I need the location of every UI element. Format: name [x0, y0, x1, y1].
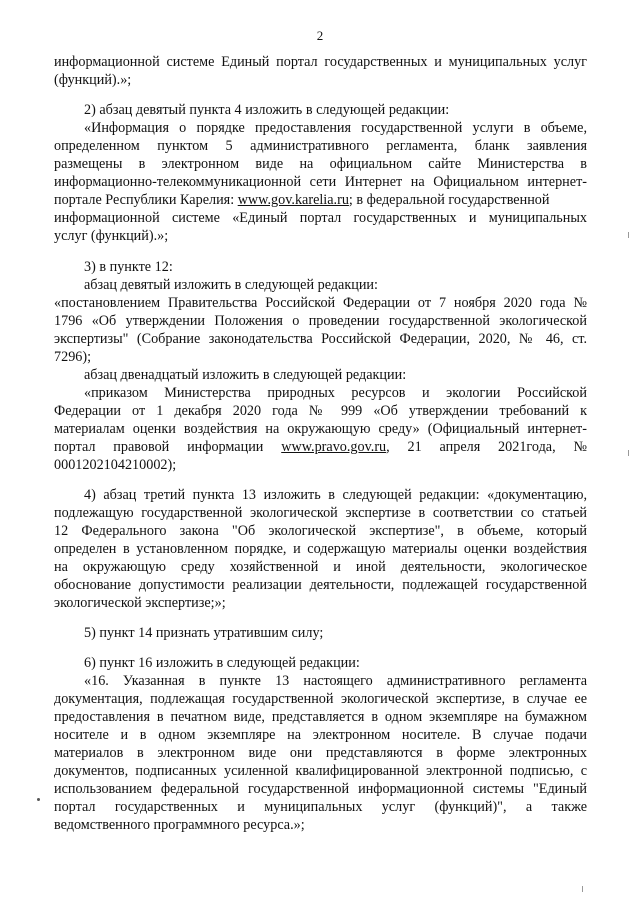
- text-line: 0001202104210002);: [54, 457, 177, 473]
- page-number: 2: [316, 28, 324, 43]
- scan-mark: [628, 232, 629, 238]
- scan-speck: [37, 798, 40, 801]
- text-line: 2) абзац девятый пункта 4 изложить в следующей редакции:: [84, 102, 450, 118]
- text-line: документация, подлежащая государственной экологической экспертизе, в случае ее: [54, 691, 587, 707]
- text-line: [54, 438, 587, 456]
- pravo-gov-link[interactable]: www.pravo.gov.ru: [281, 439, 387, 455]
- scan-mark: [628, 450, 629, 456]
- text-line: обоснование допустимости реализации деятельности, подлежащей государственной: [54, 577, 587, 593]
- text-line: [54, 191, 587, 209]
- text-line: подлежащую государственной экологической экспертизе в соответствии со статьей: [54, 505, 587, 521]
- text-line: носителе и в одном экземпляре на электронном носителе. В случае подачи: [54, 727, 587, 743]
- text-span: ; в федеральной государственной: [348, 192, 550, 208]
- text-line: услуг (функций).»;: [54, 228, 169, 244]
- text-line: экспертизы" (Собрание законодательства Российской Федерации, 2020, № 46, ст.: [54, 331, 587, 347]
- text-line: определенном пунктом 5 административного регламента, бланк заявления: [54, 138, 587, 154]
- text-line: абзац девятый изложить в следующей редакции:: [84, 277, 378, 293]
- text-line: информационной системе Единый портал государственных и муниципальных услуг: [54, 54, 587, 70]
- text-line: на окружающую среду хозяйственной и иной деятельности, экологическое: [54, 559, 587, 575]
- text-line: 12 Федерального закона "Об экологической экспертизе", в объеме, который: [54, 523, 587, 539]
- text-line: использованием федеральной государственной информационной системы "Единый: [54, 781, 587, 797]
- text-line: материалов в электронном виде они представляются в форме электронных: [54, 745, 587, 761]
- text-line: «16. Указанная в пункте 13 настоящего административного регламента: [84, 673, 587, 689]
- text-line: портал государственных и муниципальных услуг (функций)", а также: [54, 799, 587, 815]
- text-line: 4) абзац третий пункта 13 изложить в следующей редакции: «документацию,: [84, 487, 587, 503]
- text-line: абзац двенадцатый изложить в следующей редакции:: [84, 367, 407, 383]
- text-line: размещены в электронном виде на официальном сайте Министерства в: [54, 156, 587, 172]
- text-line: 6) пункт 16 изложить в следующей редакции:: [84, 655, 360, 671]
- text-line: 3) в пункте 12:: [84, 259, 173, 275]
- text-line: предоставления в печатном виде, представляется в одном экземпляре на бумажном: [54, 709, 587, 725]
- text-line: экологической экспертизе;»;: [54, 595, 226, 611]
- text-line: определен в установленном порядке, и содержащую материалы оценки воздействия: [54, 541, 587, 557]
- text-line: «приказом Министерства природных ресурсов и экологии Российской: [84, 385, 587, 401]
- gov-karelia-link[interactable]: www.gov.karelia.ru: [237, 192, 349, 208]
- text-line: 7296);: [54, 349, 92, 365]
- text-line: 1796 «Об утверждении Положения о проведении государственной экологической: [54, 313, 587, 329]
- text-line: материалам оценки воздействия на окружающую среду» (Официальный интернет-: [54, 421, 587, 437]
- text-line: Федерации от 1 декабря 2020 года № 999 «Об утверждении требований к: [54, 403, 587, 419]
- text-line: информационно-телекоммуникационной сети Интернет на Официальном интернет-: [54, 174, 587, 190]
- scan-mark: [582, 886, 583, 892]
- text-line: «постановлением Правительства Российской Федерации от 7 ноября 2020 года №: [54, 295, 587, 311]
- text-span: портал правовой информации: [54, 439, 282, 455]
- text-line: 5) пункт 14 признать утратившим силу;: [84, 625, 324, 641]
- text-span: портале Республики Карелия:: [54, 192, 238, 208]
- text-line: (функций).»;: [54, 72, 132, 88]
- text-line: «Информация о порядке предоставления государственной услуги в объеме,: [84, 120, 587, 136]
- text-line: ведомственного программного ресурса.»;: [54, 817, 305, 833]
- text-span: , 21 апреля 2021года, №: [386, 439, 587, 455]
- text-line: информационной системе «Единый портал государственных и муниципальных: [54, 210, 587, 226]
- text-line: документов, подписанных усиленной квалифицированной электронной подписью, с: [54, 763, 587, 779]
